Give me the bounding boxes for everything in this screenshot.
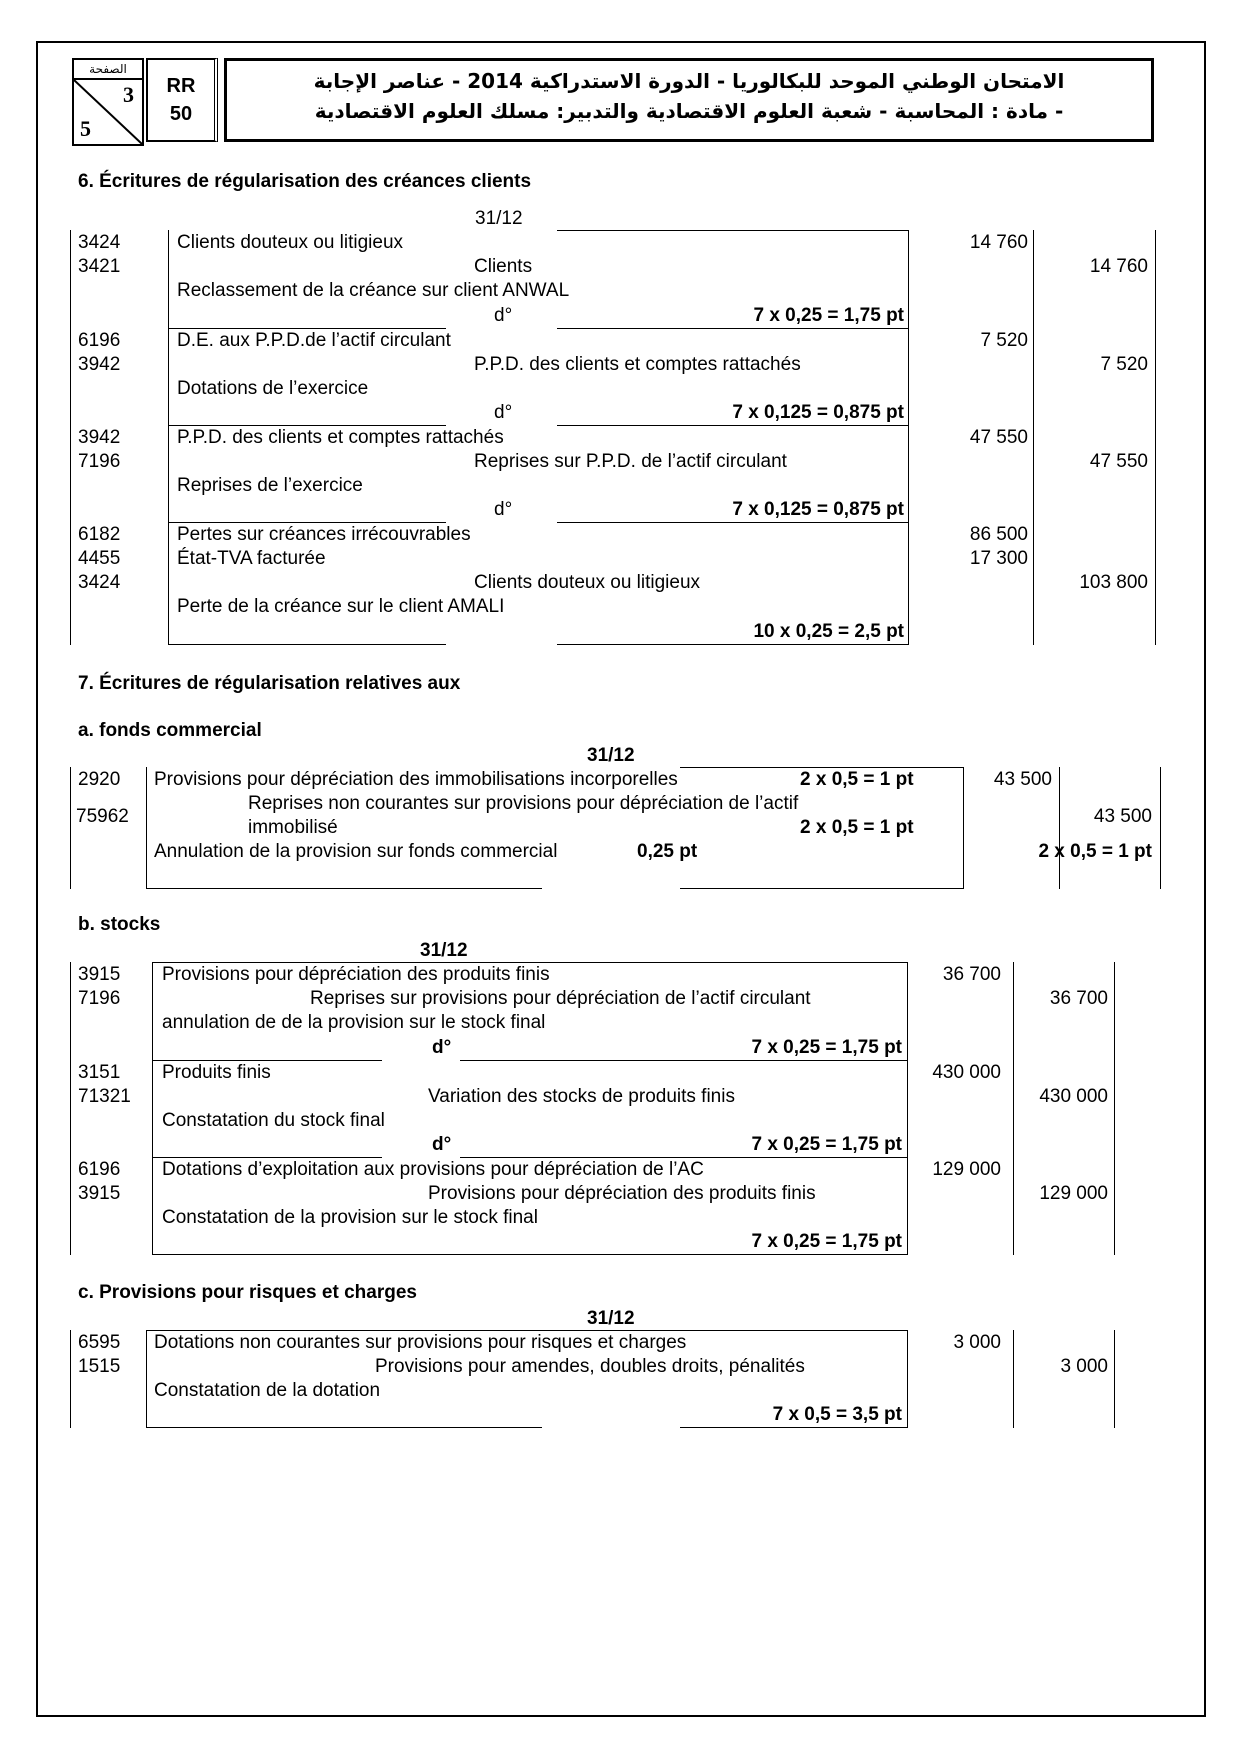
entry-score: 10 x 0,25 = 2,5 pt bbox=[753, 621, 904, 642]
page-number: 3 bbox=[123, 82, 134, 107]
entry-score: 7 x 0,25 = 1,75 pt bbox=[751, 1231, 902, 1252]
account-label: Provisions pour amendes, doubles droits, pénalités bbox=[375, 1356, 805, 1377]
entry-ditto: d° bbox=[432, 1037, 452, 1058]
section-6-title: 6. Écritures de régularisation des créances clients bbox=[78, 171, 532, 192]
journal-rule bbox=[152, 1254, 907, 1255]
exam-title-line1: الامتحان الوطني الموحد للبكالوريا - الدورة الاستدراكية 2014 - عناصر الإجابة bbox=[313, 69, 1065, 93]
account-label: Dotations d’exploitation aux provisions pour dépréciation de l’AC bbox=[162, 1159, 704, 1180]
account-number: 2920 bbox=[78, 769, 121, 790]
credit-amount: 129 000 bbox=[1039, 1183, 1108, 1204]
account-label: État-TVA facturée bbox=[177, 548, 326, 569]
debit-amount: 47 550 bbox=[969, 427, 1028, 448]
journal-rule bbox=[1033, 230, 1034, 645]
page-label: الصفحة bbox=[74, 60, 142, 80]
journal-rule bbox=[146, 888, 542, 889]
entry-score: 7 x 0,5 = 3,5 pt bbox=[772, 1404, 902, 1425]
entry-ditto: d° bbox=[494, 305, 513, 326]
journal-rule bbox=[152, 1157, 382, 1158]
exam-title-line2: - مادة : المحاسبة - شعبة العلوم الاقتصادية والتدبير: مسلك العلوم الاقتصادية bbox=[314, 99, 1064, 123]
exam-code-1: RR bbox=[166, 75, 196, 97]
journal-rule bbox=[152, 962, 153, 1255]
account-number: 6196 bbox=[78, 330, 121, 351]
entry-description: Annulation de la provision sur fonds commercial bbox=[154, 841, 558, 862]
entry-score: 2 x 0,5 = 1 pt bbox=[800, 817, 914, 838]
debit-amount: 3 000 bbox=[953, 1332, 1001, 1353]
account-number: 75962 bbox=[76, 806, 129, 827]
entry-score: 7 x 0,25 = 1,75 pt bbox=[751, 1037, 902, 1058]
account-label: Dotations non courantes sur provisions pour risques et charges bbox=[154, 1332, 687, 1353]
debit-amount: 129 000 bbox=[932, 1159, 1001, 1180]
credit-amount: 47 550 bbox=[1089, 451, 1148, 472]
account-label: Pertes sur créances irrécouvrables bbox=[177, 524, 471, 545]
journal-rule bbox=[70, 767, 71, 889]
journal-rule bbox=[680, 1427, 907, 1428]
journal-rule bbox=[168, 328, 446, 329]
account-number: 71321 bbox=[78, 1086, 131, 1107]
account-number: 3942 bbox=[78, 354, 121, 375]
journal-rule bbox=[168, 425, 446, 426]
debit-amount: 430 000 bbox=[932, 1062, 1001, 1083]
debit-amount: 14 760 bbox=[969, 232, 1028, 253]
account-label: immobilisé bbox=[248, 817, 338, 838]
section-7-title: 7. Écritures de régularisation relatives aux bbox=[78, 673, 461, 694]
journal-rule bbox=[557, 522, 908, 523]
journal-rule bbox=[557, 328, 908, 329]
credit-amount: 36 700 bbox=[1049, 988, 1108, 1009]
journal-rule bbox=[680, 888, 963, 889]
account-label: Reprises non courantes sur provisions pour dépréciation de l’actif bbox=[248, 793, 799, 814]
account-number: 3424 bbox=[78, 232, 121, 253]
debit-amount: 17 300 bbox=[969, 548, 1028, 569]
credit-amount: 7 520 bbox=[1100, 354, 1148, 375]
journal-rule bbox=[152, 962, 907, 963]
credit-amount: 103 800 bbox=[1079, 572, 1148, 593]
journal-rule bbox=[1059, 767, 1060, 889]
entry-ditto: d° bbox=[494, 402, 513, 423]
journal-rule bbox=[168, 644, 446, 645]
account-label: Clients douteux ou litigieux bbox=[474, 572, 701, 593]
entry-score: 7 x 0,125 = 0,875 pt bbox=[732, 402, 904, 423]
credit-amount: 43 500 bbox=[1093, 806, 1152, 827]
journal-rule bbox=[146, 1330, 147, 1428]
account-label: P.P.D. des clients et comptes rattachés bbox=[177, 427, 504, 448]
journal-rule bbox=[557, 230, 908, 231]
account-number: 3424 bbox=[78, 572, 121, 593]
journal-rule bbox=[557, 644, 908, 645]
account-label: Reprises sur P.P.D. de l’actif circulant bbox=[474, 451, 787, 472]
account-label: Provisions pour dépréciation des produits finis bbox=[428, 1183, 816, 1204]
exam-code-2: 50 bbox=[169, 103, 193, 125]
journal-rule bbox=[152, 1060, 382, 1061]
entry-description: Constatation de la provision sur le stock final bbox=[162, 1207, 538, 1228]
account-label: Provisions pour dépréciation des produits finis bbox=[162, 964, 550, 985]
subsection-a-title: a. fonds commercial bbox=[78, 720, 262, 741]
journal-rule bbox=[146, 1427, 542, 1428]
journal-rule bbox=[1155, 230, 1156, 645]
account-number: 4455 bbox=[78, 548, 121, 569]
entry-description: Reclassement de la créance sur client ANWAL bbox=[177, 280, 570, 301]
account-number: 3942 bbox=[78, 427, 121, 448]
journal-rule bbox=[460, 1157, 907, 1158]
page-number-box bbox=[72, 58, 144, 146]
subsection-c-title: c. Provisions pour risques et charges bbox=[78, 1282, 417, 1303]
journal-rule bbox=[680, 767, 963, 768]
account-number: 1515 bbox=[78, 1356, 121, 1377]
entry-description: Dotations de l’exercice bbox=[177, 378, 369, 399]
entry-description: Constatation du stock final bbox=[162, 1110, 385, 1131]
entry-score: 2 x 0,5 = 1 pt bbox=[800, 769, 914, 790]
account-number: 3915 bbox=[78, 1183, 121, 1204]
journal-rule bbox=[1114, 962, 1115, 1255]
debit-amount: 7 520 bbox=[980, 330, 1028, 351]
journal-rule bbox=[1013, 1330, 1014, 1428]
account-label: D.E. aux P.P.D.de l’actif circulant bbox=[177, 330, 451, 351]
entry-description: annulation de de la provision sur le stock final bbox=[162, 1012, 546, 1033]
journal-rule bbox=[70, 1330, 71, 1428]
entry-ditto: d° bbox=[432, 1134, 452, 1155]
entry-description: Constatation de la dotation bbox=[154, 1380, 381, 1401]
account-number: 3915 bbox=[78, 964, 121, 985]
journal-rule bbox=[70, 962, 71, 1255]
subsection-b-date: 31/12 bbox=[420, 940, 468, 961]
entry-description: Perte de la créance sur le client AMALI bbox=[177, 596, 505, 617]
section-6-date: 31/12 bbox=[475, 208, 523, 229]
entry-ditto: d° bbox=[494, 499, 513, 520]
entry-score: 7 x 0,25 = 1,75 pt bbox=[751, 1134, 902, 1155]
account-label: P.P.D. des clients et comptes rattachés bbox=[474, 354, 801, 375]
entry-description: Reprises de l’exercice bbox=[177, 475, 363, 496]
page-total: 5 bbox=[80, 116, 91, 141]
journal-rule bbox=[1160, 767, 1161, 889]
subsection-a-date: 31/12 bbox=[587, 745, 635, 766]
account-label: Variation des stocks de produits finis bbox=[428, 1086, 735, 1107]
account-number: 7196 bbox=[78, 451, 121, 472]
journal-rule bbox=[168, 230, 169, 645]
account-label: Reprises sur provisions pour dépréciation de l’actif circulant bbox=[310, 988, 811, 1009]
journal-rule bbox=[907, 962, 908, 1255]
journal-rule bbox=[557, 425, 908, 426]
subsection-b-title: b. stocks bbox=[78, 914, 161, 935]
account-number: 7196 bbox=[78, 988, 121, 1009]
account-number: 6182 bbox=[78, 524, 121, 545]
exam-title-box bbox=[224, 58, 1154, 142]
debit-amount: 43 500 bbox=[993, 769, 1052, 790]
journal-rule bbox=[146, 1330, 907, 1331]
description-score: 0,25 pt bbox=[637, 841, 698, 862]
account-label: Clients bbox=[474, 256, 533, 277]
account-label: Produits finis bbox=[162, 1062, 271, 1083]
account-label: Provisions pour dépréciation des immobilisations incorporelles bbox=[154, 769, 678, 790]
journal-rule bbox=[70, 230, 71, 645]
journal-rule bbox=[460, 1060, 907, 1061]
account-number: 3421 bbox=[78, 256, 121, 277]
account-number: 3151 bbox=[78, 1062, 121, 1083]
account-number: 6196 bbox=[78, 1159, 121, 1180]
journal-rule bbox=[146, 767, 147, 889]
account-label: Clients douteux ou litigieux bbox=[177, 232, 404, 253]
debit-amount: 36 700 bbox=[942, 964, 1001, 985]
credit-score: 2 x 0,5 = 1 pt bbox=[1038, 841, 1152, 862]
entry-score: 7 x 0,25 = 1,75 pt bbox=[753, 305, 904, 326]
debit-amount: 86 500 bbox=[969, 524, 1028, 545]
credit-amount: 430 000 bbox=[1039, 1086, 1108, 1107]
entry-score: 7 x 0,125 = 0,875 pt bbox=[732, 499, 904, 520]
journal-rule bbox=[1114, 1330, 1115, 1428]
journal-rule bbox=[908, 230, 909, 645]
credit-amount: 3 000 bbox=[1060, 1356, 1108, 1377]
account-number: 6595 bbox=[78, 1332, 121, 1353]
credit-amount: 14 760 bbox=[1089, 256, 1148, 277]
exam-code-box bbox=[146, 58, 218, 142]
journal-rule bbox=[168, 522, 446, 523]
subsection-c-date: 31/12 bbox=[587, 1308, 635, 1329]
